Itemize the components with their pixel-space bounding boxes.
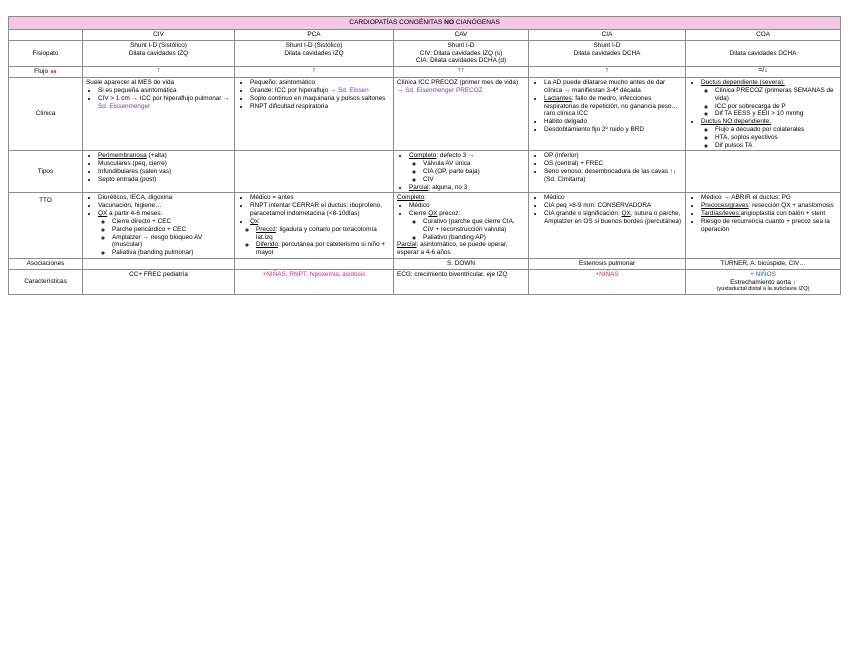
row-tto bbox=[9, 193, 841, 259]
list-item: ◦ HTA, soplos eyectivos bbox=[715, 134, 837, 142]
text: Dilata cavidades IZQ bbox=[284, 49, 344, 57]
list-item: • Hábito delgado bbox=[544, 118, 682, 126]
row-fisiopato bbox=[9, 40, 841, 66]
list-item: • Pequeño: asintomático bbox=[250, 79, 390, 87]
text: QX bbox=[428, 210, 438, 218]
header-civ: CIV bbox=[83, 30, 235, 41]
carac-pca: +NIÑAS, RNPT, hipoxemia, acidosis bbox=[235, 269, 394, 294]
asoc-cav: S. DOWN bbox=[394, 258, 529, 269]
label-tipos: Tipos bbox=[9, 151, 83, 193]
tipos-cia bbox=[529, 151, 686, 193]
list-item bbox=[256, 241, 390, 257]
text: , sutura o parche, Amplatzer en OS si buenos bordes (percutánea) bbox=[544, 210, 682, 225]
text: CIA: Dilata cavidades DCHA (d) bbox=[415, 57, 507, 65]
text: (+alta) bbox=[148, 152, 167, 160]
cardiopatias-table bbox=[8, 16, 841, 295]
list-item: • Si es pequeña asintomática bbox=[98, 87, 231, 95]
list-item: • Septo entrada (post) bbox=[98, 176, 231, 184]
text: Completo bbox=[397, 194, 425, 202]
tipos-pca bbox=[235, 151, 394, 193]
text: Dilata cavidades IZQ bbox=[128, 49, 189, 57]
list-item: • OP (inferior) bbox=[544, 152, 682, 160]
list-item bbox=[701, 210, 837, 218]
text: (yuxtaductal distal a la subclavia IZQ) bbox=[716, 286, 810, 293]
text: Sd. Eisenmenger PRECOZ bbox=[405, 86, 483, 94]
asoc-civ bbox=[83, 258, 235, 269]
header-coa: COA bbox=[686, 30, 841, 41]
list-item bbox=[250, 87, 390, 95]
text: a partir 4-6 meses: bbox=[109, 210, 163, 218]
list-item: ◦ Dif pulsos TA bbox=[715, 142, 837, 150]
list-item bbox=[409, 210, 525, 241]
text: Shunt I-D (Sistólico) bbox=[130, 41, 187, 49]
text: : alguna, no 3 bbox=[428, 183, 468, 191]
text: : fallo de medro, infecciones respiratorias de repetición, no ganancia peso…raro clínica ICC bbox=[544, 94, 678, 118]
flujo-pca: ↑ bbox=[235, 67, 394, 78]
tipos-coa bbox=[686, 151, 841, 193]
text: + NIÑOS bbox=[750, 270, 776, 278]
text: Estrechamiento aorta ↓ bbox=[730, 278, 796, 286]
tto-cav bbox=[394, 193, 529, 259]
flujo-cav: ↑↑ bbox=[394, 67, 529, 78]
list-item: • Diuréticos, IECA, digoxina bbox=[98, 194, 231, 202]
text: Completo bbox=[409, 152, 437, 160]
text: : resección QX + anastomosis bbox=[748, 202, 834, 210]
text: Ductus dependiente (severa): bbox=[701, 79, 785, 87]
list-item: ◦ Cierre directo + CEC bbox=[112, 218, 231, 226]
asoc-cia: Estenosis pulmonar bbox=[529, 258, 686, 269]
list-item: • Médico bbox=[409, 202, 525, 210]
text: Sd. Eissen bbox=[338, 86, 369, 94]
list-item bbox=[701, 118, 837, 149]
text bbox=[397, 194, 525, 202]
list-item bbox=[98, 210, 231, 257]
asoc-pca bbox=[235, 258, 394, 269]
text: : ligadura y cortarlo por toracotomía lat.izq bbox=[256, 225, 377, 241]
text: : asintomático, se puede operar, esperar a 4-6 años bbox=[397, 241, 508, 257]
text: Grande: ICC por hiperaflujo → bbox=[250, 86, 337, 94]
flujo-civ: ↑ bbox=[83, 67, 235, 78]
text bbox=[397, 241, 525, 257]
list-item bbox=[98, 95, 231, 111]
list-item bbox=[701, 79, 837, 118]
clinica-cav bbox=[394, 78, 529, 151]
title-pre: CARDIOPATÍAS CONGÉNITAS bbox=[349, 19, 443, 26]
list-item: • Desdoblamiento fijo 2º ruido y BRD bbox=[544, 126, 682, 134]
fisiopato-coa bbox=[686, 40, 841, 66]
text: Lactantes bbox=[544, 94, 572, 102]
label-fisiopato: Fisiopato bbox=[9, 40, 83, 66]
list-item: • Médico = antes bbox=[250, 194, 390, 202]
carac-cia: +NIÑAS bbox=[529, 269, 686, 294]
text: angioplastia con balón + stent bbox=[740, 210, 826, 218]
title-bold: NO bbox=[444, 19, 455, 26]
text: Shunt I-D bbox=[593, 41, 621, 49]
list-item: ◦ Dif TA EESS y EEII > 10 mmhg bbox=[715, 110, 837, 118]
list-item bbox=[98, 152, 231, 160]
table-title bbox=[9, 17, 841, 30]
list-item: ◦ Válvula AV única bbox=[423, 160, 525, 168]
title-post: CIANÓGENAS bbox=[455, 19, 500, 26]
flujo-coa: =/↓ bbox=[686, 67, 841, 78]
text: QX bbox=[98, 210, 108, 218]
list-item: • RNPT dificultad respiratoria bbox=[250, 103, 390, 111]
label-clinica: Clínica bbox=[9, 78, 83, 151]
list-item: ◦ Flujo a decuado por colaterales bbox=[715, 126, 837, 134]
list-item bbox=[256, 226, 390, 242]
row-flujo bbox=[9, 67, 841, 78]
list-item bbox=[250, 218, 390, 257]
flujo-cia: ↑ bbox=[529, 67, 686, 78]
header-empty bbox=[9, 30, 83, 41]
text: Qx bbox=[250, 217, 259, 225]
header-row bbox=[9, 30, 841, 41]
carac-civ: CC+ FREC pediatría bbox=[83, 269, 235, 294]
list-item: • Médico → ABRIR el ductus: PG bbox=[701, 194, 837, 202]
clinica-civ bbox=[83, 78, 235, 151]
fisiopato-pca bbox=[235, 40, 394, 66]
list-item: • OS (central) + FREC bbox=[544, 160, 682, 168]
label-flujo bbox=[9, 67, 83, 78]
row-tipos bbox=[9, 151, 841, 193]
tto-civ bbox=[83, 193, 235, 259]
row-asociaciones bbox=[9, 258, 841, 269]
text: Dilata cavidades DCHA bbox=[573, 49, 641, 57]
list-item: ◦ Amplatzer → riesgo bloqueo AV (muscular) bbox=[112, 234, 231, 250]
text: Shunt I-D bbox=[447, 41, 475, 49]
flujo-label-text: Flujo bbox=[34, 68, 49, 76]
list-item: ◦ Paliativa (banding pulmonar) bbox=[112, 249, 231, 257]
text: Ductus NO dependiente: bbox=[701, 118, 771, 126]
tto-coa bbox=[686, 193, 841, 259]
text: Diferido bbox=[256, 241, 279, 249]
list-item: • CIA peq >8-9 mm: CONSERVADORA bbox=[544, 202, 682, 210]
list-item bbox=[409, 152, 525, 183]
label-caracteristicas: Características bbox=[9, 269, 83, 294]
text: Dilata cavidades DCHA bbox=[729, 49, 797, 57]
list-item: ◦ Parche pericárdico + CEC bbox=[112, 226, 231, 234]
text: QX bbox=[621, 210, 631, 218]
list-item bbox=[409, 184, 525, 192]
text: Suele aparecer al MES de vida bbox=[86, 79, 175, 87]
list-item: • RNPT intentar CERRAR el ductus: ibuprofeno, paracetamol indometacina (<8-10días) bbox=[250, 202, 390, 218]
tto-pca bbox=[235, 193, 394, 259]
text: Parcial bbox=[397, 241, 417, 249]
clinica-cia bbox=[529, 78, 686, 151]
text: : bbox=[258, 217, 260, 225]
list-item: • Seno venoso: desembocadura de las cavas ↑↓ (Sd. Cimitarra) bbox=[544, 168, 682, 184]
text: CIA grande o significación: bbox=[544, 210, 620, 218]
text: CIV: Dilata cavidades IZQ (s) bbox=[419, 49, 503, 57]
list-item bbox=[701, 202, 837, 210]
text: Tardías/leves: bbox=[701, 210, 741, 218]
lungs-icon bbox=[50, 68, 57, 74]
text: Parcial bbox=[409, 183, 429, 191]
text: Perimembranosa bbox=[98, 152, 147, 160]
list-item: ◦ Clínica PRECOZ (primeras SEMANAS de vida) bbox=[715, 87, 837, 103]
fisiopato-cav bbox=[394, 40, 529, 66]
text: : bbox=[424, 194, 427, 202]
list-item: ◦ CIV bbox=[423, 176, 525, 184]
clinica-pca bbox=[235, 78, 394, 151]
fisiopato-cia bbox=[529, 40, 686, 66]
row-clinica bbox=[9, 78, 841, 151]
text: : defecto 3 → bbox=[436, 152, 475, 160]
fisiopato-civ bbox=[83, 40, 235, 66]
list-item: ◦ Paliativo (banding AP) bbox=[423, 234, 525, 242]
text: : percutánea por cateterismo si niño + mayor bbox=[256, 241, 386, 257]
carac-coa bbox=[686, 269, 841, 294]
text: CIV > 1 cm → ICC por hiperaflujo pulmonar → bbox=[98, 94, 230, 102]
asoc-coa: TURNER, A. bicúspide, CIV… bbox=[686, 258, 841, 269]
list-item: ◦ ICC por sobrecarga de P bbox=[715, 103, 837, 111]
header-cia: CIA bbox=[529, 30, 686, 41]
text: Clínica ICC PRECOZ (primer mes de vida) → bbox=[397, 79, 519, 94]
tipos-cav bbox=[394, 151, 529, 193]
list-item: ◦ CIA (OP, parte baja) bbox=[423, 168, 525, 176]
text: Sd. Eissenmenger bbox=[98, 102, 151, 110]
text: Shunt I-D (Sistólico) bbox=[285, 41, 343, 49]
list-item: • Infundibulares (salen vas) bbox=[98, 168, 231, 176]
text: Precoz bbox=[256, 225, 276, 233]
list-item bbox=[544, 95, 682, 118]
header-pca: PCA bbox=[235, 30, 394, 41]
header-cav: CAV bbox=[394, 30, 529, 41]
list-item: • Riesgo de recurrencia cuanto + precoz sea la operación bbox=[701, 218, 837, 234]
list-item bbox=[544, 210, 682, 226]
label-asociaciones: Asociaciones bbox=[9, 258, 83, 269]
text: Cierre bbox=[409, 210, 427, 218]
list-item: ◦ Curativo (parche que cierre CIA, CIV + reconstrucción valvula) bbox=[423, 218, 525, 234]
list-item: • La AD puede dilatarse mucho antes de dar clínica → manifiestan 3-4ª década bbox=[544, 79, 682, 95]
row-caracteristicas bbox=[9, 269, 841, 294]
label-tto: TTO bbox=[9, 193, 83, 259]
tipos-civ bbox=[83, 151, 235, 193]
list-item: • Musculares (peq, cierre) bbox=[98, 160, 231, 168]
list-item: • Vacunación, higiene… bbox=[98, 202, 231, 210]
clinica-coa bbox=[686, 78, 841, 151]
list-item: • Soplo continuo en maquinaria y pulsos saltones bbox=[250, 95, 390, 103]
list-item: • Médico bbox=[544, 194, 682, 202]
carac-cav: ECG: crecimiento biventricular, eje IZQ bbox=[394, 269, 529, 294]
text: Precoces/graves bbox=[701, 202, 749, 210]
text: precoz: bbox=[439, 210, 461, 218]
tto-cia bbox=[529, 193, 686, 259]
